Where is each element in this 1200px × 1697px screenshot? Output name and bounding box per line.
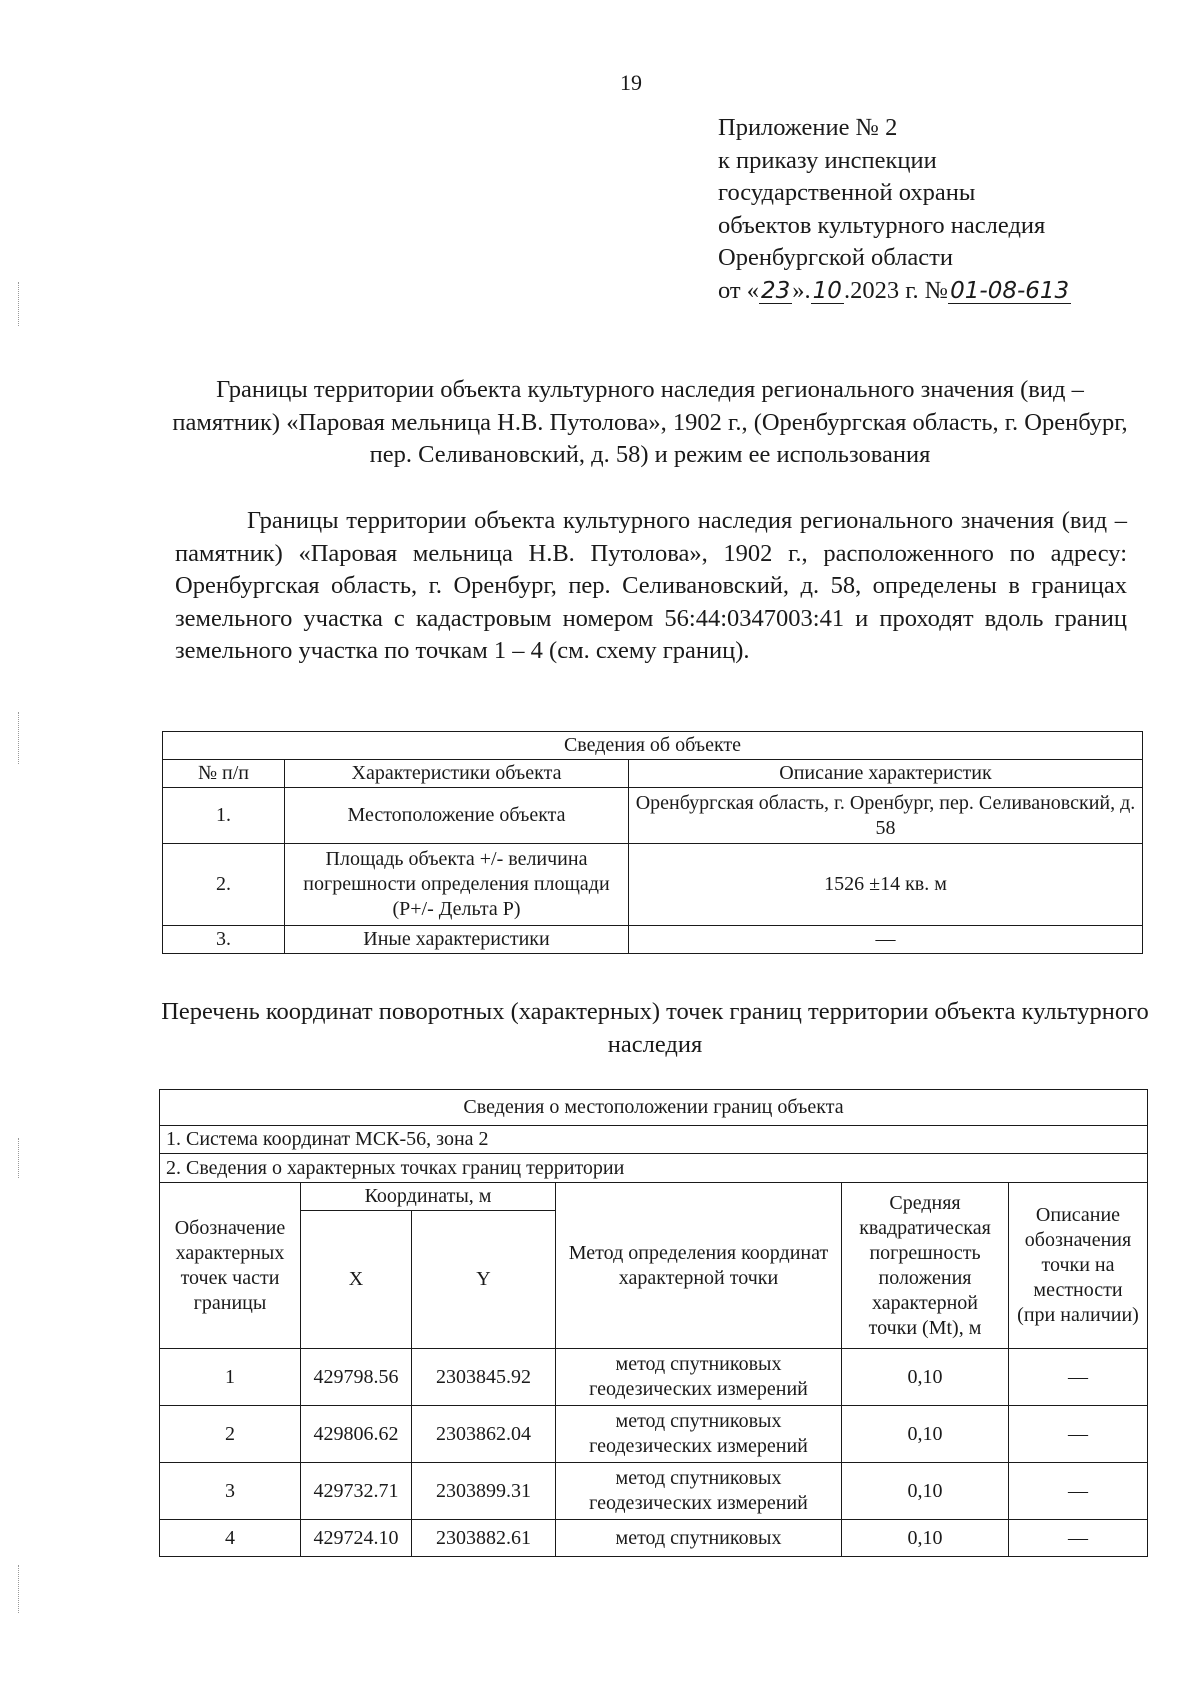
table-cell: 4 [160, 1520, 301, 1557]
appendix-header [718, 112, 1071, 307]
column-header: Y [412, 1211, 556, 1349]
table-cell: — [1009, 1406, 1148, 1463]
handwritten-day: 23 [761, 277, 791, 304]
table-cell: Иные характеристики [285, 926, 629, 954]
coordinate-system: 1. Система координат МСК-56, зона 2 [160, 1126, 1148, 1154]
document-title: Границы территории объекта культурного наследия регионального значения (вид – памятник) «Паровая мельница Н.В. Путолова», 1902 г., (Оренбургская область, г. Оренбург, пер. Селивановский, д. 58) и режим ее использования [172, 376, 1128, 468]
order-date-line [718, 275, 1071, 308]
table-cell: — [629, 926, 1143, 954]
table-cell: метод спутниковых [556, 1520, 842, 1557]
table-cell: метод спутниковых геодезических измерений [556, 1463, 842, 1520]
table-caption: Сведения об объекте [163, 732, 1143, 760]
table-cell: Местоположение объекта [285, 788, 629, 844]
table-cell: 0,10 [842, 1463, 1009, 1520]
table-cell: 1 [160, 1349, 301, 1406]
column-header: Координаты, м [301, 1183, 556, 1211]
appendix-line: государственной охраны [718, 179, 976, 206]
table-cell: метод спутниковых геодезических измерений [556, 1406, 842, 1463]
coordinates-table [159, 1089, 1148, 1557]
table-cell: метод спутниковых геодезических измерений [556, 1349, 842, 1406]
table-caption: Сведения о местоположении границ объекта [160, 1090, 1148, 1126]
column-header: Характеристики объекта [285, 760, 629, 788]
body-paragraph: Границы территории объекта культурного наследия регионального значения (вид – памятник) «Паровая мельница Н.В. Путолова», 1902 г., расположенного по адресу: Оренбургская область, г. Оренбург, пер. Селивановский, д. 58, определены в границах земельного участка с кадастровым номером 56:44:0347003:41 и проходят вдоль границ земельного участка по точкам 1 – 4 (см. схему границ). [175, 507, 1127, 664]
column-header: Средняя квадратическая погрешность положения характерной точки (Mt), м [842, 1183, 1009, 1349]
section-title: Перечень координат поворотных (характерных) точек границ территории объекта культурного наследия [161, 998, 1149, 1058]
object-info-table [162, 731, 1143, 954]
table-cell: Площадь объекта +/- величина погрешности определения площади (P+/- Дельта P) [285, 844, 629, 926]
table-cell: 1526 ±14 кв. м [629, 844, 1143, 926]
table-cell: 2303899.31 [412, 1463, 556, 1520]
date-sep: ». [792, 276, 811, 304]
table-cell: 3 [160, 1463, 301, 1520]
column-header: № п/п [163, 760, 285, 788]
table-cell: — [1009, 1520, 1148, 1557]
table-row [160, 1463, 1148, 1520]
appendix-line: к приказу инспекции [718, 146, 937, 174]
appendix-line: Оренбургской области [718, 244, 953, 271]
year-text: .2023 г. № [843, 276, 949, 304]
appendix-line: Приложение № 2 [718, 114, 898, 141]
table-cell: 429798.56 [301, 1349, 412, 1406]
table-cell: 2303882.61 [412, 1520, 556, 1557]
table-cell: Оренбургская область, г. Оренбург, пер. Селивановский, д. 58 [629, 788, 1143, 844]
table-cell: 429724.10 [301, 1520, 412, 1557]
column-header: X [301, 1211, 412, 1349]
column-header: Обозначение характерных точек части границы [160, 1183, 301, 1349]
page-number: 19 [620, 70, 642, 95]
margin-mark [18, 712, 19, 764]
table-cell: 2 [160, 1406, 301, 1463]
margin-mark [18, 1565, 19, 1613]
date-prefix: от « [718, 276, 760, 304]
table-row [163, 844, 1143, 926]
table-cell: — [1009, 1349, 1148, 1406]
table-cell: 3. [163, 926, 285, 954]
table-cell: 2303862.04 [412, 1406, 556, 1463]
table-cell: — [1009, 1463, 1148, 1520]
margin-mark [18, 1138, 19, 1178]
column-header: Метод определения координат характерной точки [556, 1183, 842, 1349]
table-cell: 0,10 [842, 1406, 1009, 1463]
table-cell: 1. [163, 788, 285, 844]
column-header: Описание характеристик [629, 760, 1143, 788]
table-cell: 2. [163, 844, 285, 926]
table-row [160, 1520, 1148, 1557]
handwritten-month: 10 [812, 277, 842, 304]
points-caption: 2. Сведения о характерных точках границ территории [160, 1154, 1148, 1183]
table-cell: 429806.62 [301, 1406, 412, 1463]
margin-mark [18, 282, 19, 326]
column-header: Описание обозначения точки на местности (при наличии) [1009, 1183, 1148, 1349]
table-cell: 0,10 [842, 1349, 1009, 1406]
handwritten-order-number: 01-08-613 [950, 277, 1070, 304]
table-cell: 2303845.92 [412, 1349, 556, 1406]
table-row [163, 788, 1143, 844]
table-row [163, 926, 1143, 954]
appendix-line: объектов культурного наследия [718, 211, 1046, 239]
table-cell: 0,10 [842, 1520, 1009, 1557]
table-row [160, 1349, 1148, 1406]
table-row [160, 1406, 1148, 1463]
table-cell: 429732.71 [301, 1463, 412, 1520]
